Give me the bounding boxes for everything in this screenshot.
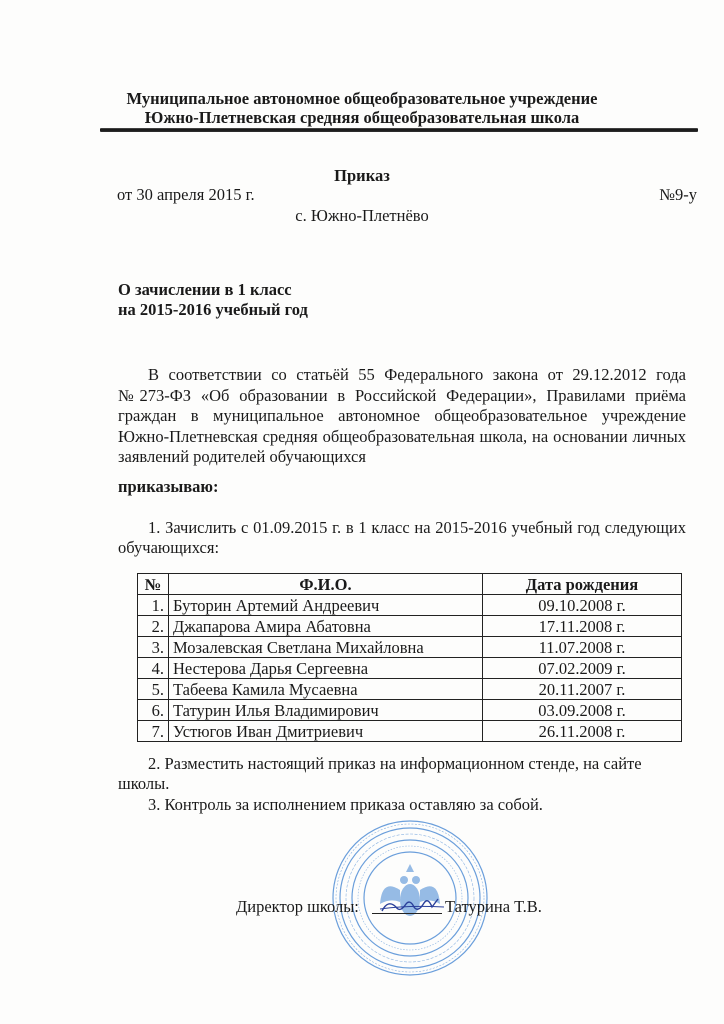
- header-full-name: Ф.И.О.: [169, 574, 483, 595]
- table-row: [138, 616, 682, 637]
- birth-date: 20.11.2007 г.: [483, 679, 682, 700]
- organization-name-line1: Муниципальное автономное общеобразовательное учреждение: [126, 89, 598, 108]
- birth-date: 07.02.2009 г.: [483, 658, 682, 679]
- order-date: от 30 апреля 2015 г.: [117, 185, 255, 204]
- row-number: 7.: [138, 721, 169, 742]
- students-table: [137, 573, 682, 742]
- row-number: 5.: [138, 679, 169, 700]
- order-number: №9-у: [659, 185, 697, 204]
- student-name: Буторин Артемий Андреевич: [169, 595, 483, 616]
- order-place: с. Южно-Плетнёво: [295, 206, 429, 225]
- student-name: Нестерова Дарья Сергеевна: [169, 658, 483, 679]
- table-row: [138, 595, 682, 616]
- row-number: 4.: [138, 658, 169, 679]
- order-subject-line2: на 2015-2016 учебный год: [118, 300, 308, 319]
- signature-position: Директор школы:: [236, 897, 359, 916]
- table-header-row: [138, 574, 682, 595]
- birth-date: 03.09.2008 г.: [483, 700, 682, 721]
- student-name: Мозалевская Светлана Михайловна: [169, 637, 483, 658]
- table-row: [138, 721, 682, 742]
- header-divider: [100, 128, 698, 132]
- student-name: Табеева Камила Мусаевна: [169, 679, 483, 700]
- preamble-paragraph: В соответствии со статьёй 55 Федерального закона от 29.12.2012 года №273-ФЗ «Об образовании в Российской Федерации», Правилами приёма граждан в муниципальное автономное общеобразовательное учреждение Южно-Плетневская средняя общеобразовательная школа, на основании личных заявлений родителей обучающихся: [118, 365, 686, 466]
- student-name: Татурин Илья Владимирович: [169, 700, 483, 721]
- order-subject-line1: О зачислении в 1 класс: [118, 280, 292, 299]
- order-item-1: 1. Зачислить с 01.09.2015 г. в 1 класс на 2015-2016 учебный год следующих обучающихся:: [118, 518, 686, 557]
- order-item-3: 3. Контроль за исполнением приказа оставляю за собой.: [148, 795, 543, 814]
- row-number: 1.: [138, 595, 169, 616]
- order-item-2: 2. Разместить настоящий приказ на информационном стенде, на сайте школы.: [118, 754, 642, 793]
- organization-name-line2: Южно-Плетневская средняя общеобразовательная школа: [144, 108, 580, 127]
- header-number: №: [138, 574, 169, 595]
- table-row: [138, 637, 682, 658]
- birth-date: 11.07.2008 г.: [483, 637, 682, 658]
- birth-date: 17.11.2008 г.: [483, 616, 682, 637]
- table-row: [138, 700, 682, 721]
- birth-date: 26.11.2008 г.: [483, 721, 682, 742]
- order-word: приказываю:: [118, 477, 219, 496]
- row-number: 3.: [138, 637, 169, 658]
- handwritten-signature: [378, 895, 448, 917]
- row-number: 6.: [138, 700, 169, 721]
- table-row: [138, 679, 682, 700]
- student-name: Устюгов Иван Дмитриевич: [169, 721, 483, 742]
- row-number: 2.: [138, 616, 169, 637]
- document-title: Приказ: [334, 166, 390, 185]
- birth-date: 09.10.2008 г.: [483, 595, 682, 616]
- student-name: Джапарова Амира Абатовна: [169, 616, 483, 637]
- header-birth-date: Дата рождения: [483, 574, 682, 595]
- signatory-name: Татурина Т.В.: [445, 897, 542, 916]
- table-row: [138, 658, 682, 679]
- order-subject: [118, 280, 308, 320]
